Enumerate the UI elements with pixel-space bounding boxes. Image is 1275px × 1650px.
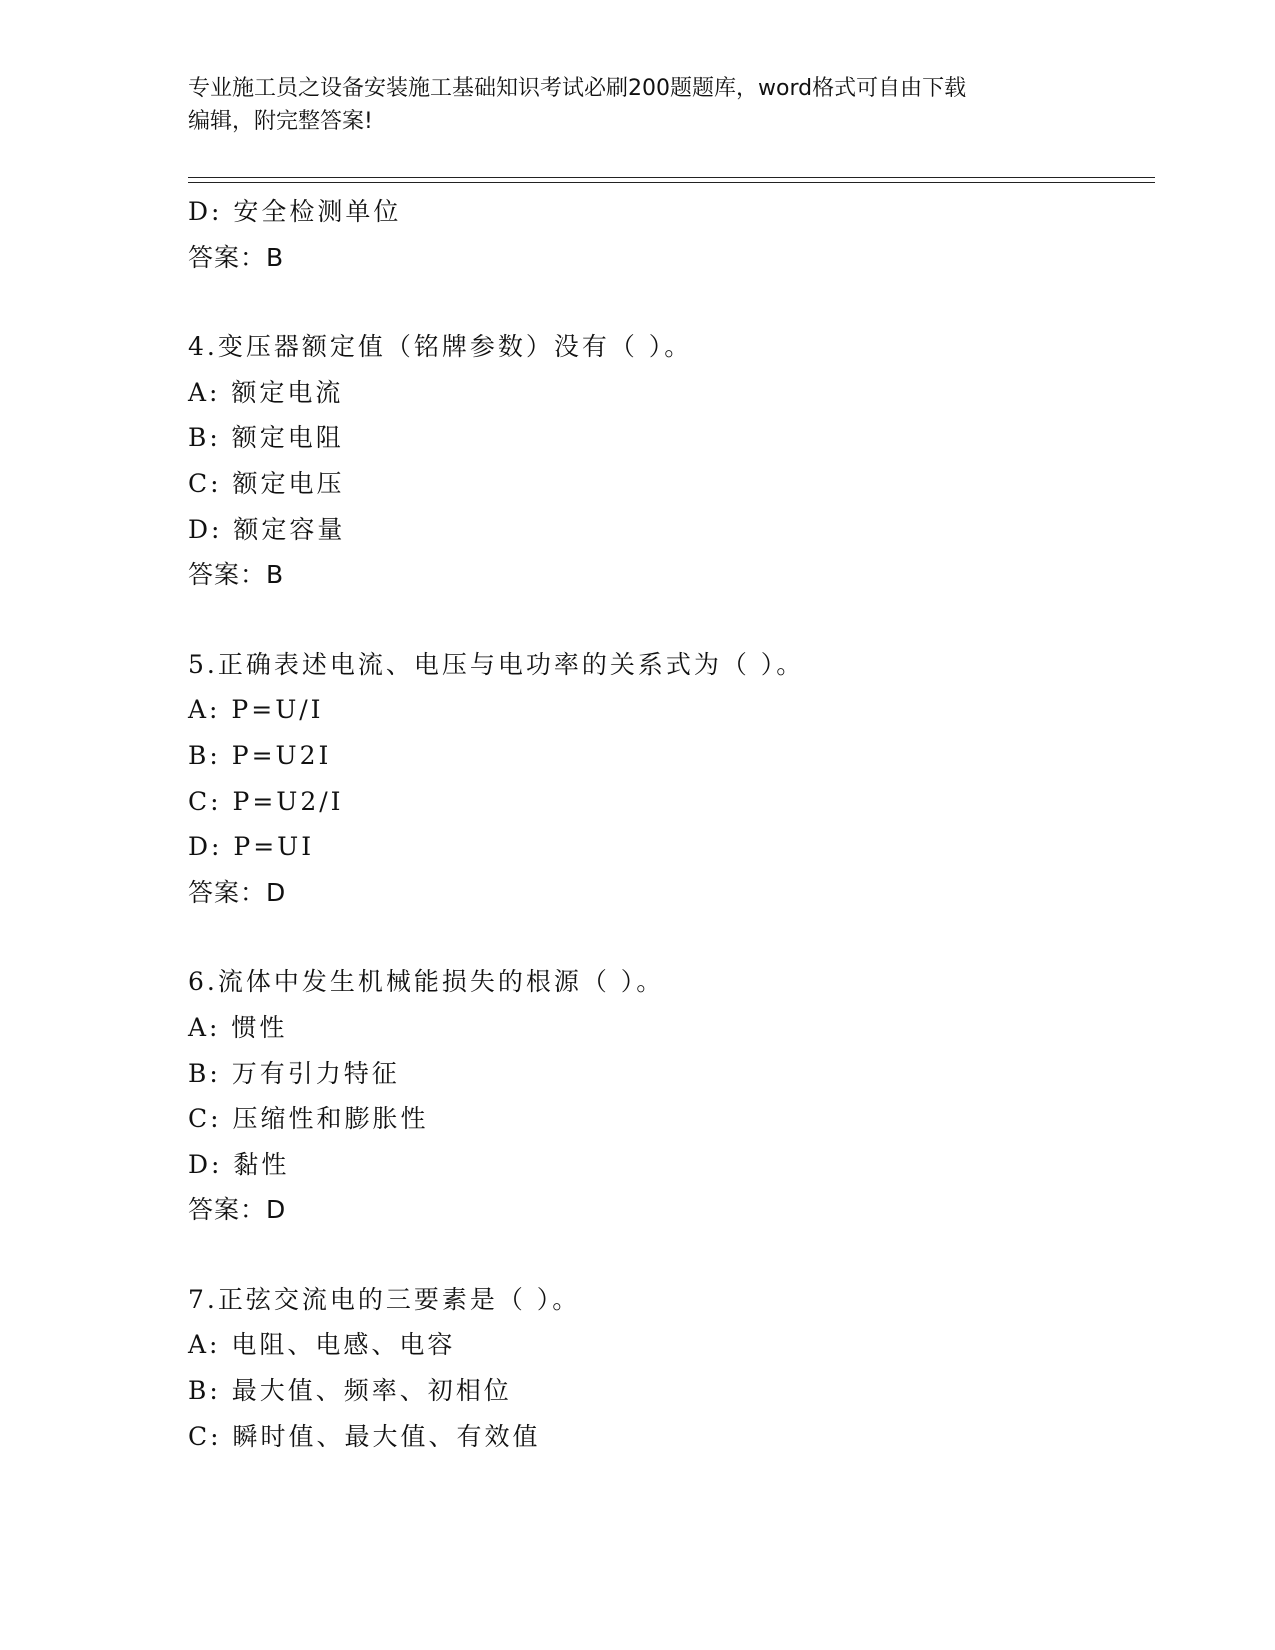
spacer (188, 1233, 1148, 1277)
question-6 (188, 959, 1148, 1233)
question-title: 7.正弦交流电的三要素是（ ）。 (188, 1284, 581, 1314)
answer: 答案：D (188, 877, 287, 907)
question-list (188, 189, 1148, 1459)
option-a: A: 电阻、电感、电容 (188, 1330, 456, 1360)
prev-option-d: D: 安全检测单位 (188, 197, 402, 226)
spacer (188, 598, 1148, 642)
option-d: D: P=UI (188, 832, 315, 862)
option-a: A: 惯性 (188, 1012, 288, 1042)
question-title: 5.正确表述电流、电压与电功率的关系式为（ ）。 (188, 649, 805, 679)
option-c: C: 压缩性和膨胀性 (188, 1104, 429, 1134)
answer: 答案：D (188, 1195, 287, 1225)
option-d: D: 额定容量 (188, 514, 346, 544)
question-title: 6.流体中发生机械能损失的根源（ ）。 (188, 967, 665, 997)
question-title: 4.变压器额定值（铭牌参数）没有（ ）。 (188, 332, 693, 362)
spacer (188, 915, 1148, 959)
question-5 (188, 642, 1148, 916)
header-line-2: 编辑，附完整答案! (188, 109, 373, 134)
option-a: A: P=U/I (188, 695, 324, 725)
option-c: C: P=U2/I (188, 786, 344, 816)
header-rule-top (188, 177, 1155, 178)
document-header (188, 72, 1088, 138)
option-b: B: 万有引力特征 (188, 1058, 400, 1088)
header-rule-bottom (188, 182, 1155, 183)
option-a: A: 额定电流 (188, 377, 344, 407)
spacer (188, 280, 1148, 324)
question-4 (188, 324, 1148, 598)
question-7 (188, 1277, 1148, 1459)
prev-answer: 答案：B (188, 242, 285, 272)
option-b: B: P=U2I (188, 740, 332, 770)
option-c: C: 额定电压 (188, 468, 345, 498)
answer: 答案：B (188, 560, 285, 590)
option-b: B: 额定电阻 (188, 423, 344, 453)
option-b: B: 最大值、频率、初相位 (188, 1376, 512, 1406)
header-line-1: 专业施工员之设备安装施工基础知识考试必刷200题题库，word格式可自由下载 (188, 76, 967, 101)
option-d: D: 黏性 (188, 1149, 290, 1179)
option-c: C: 瞬时值、最大值、有效值 (188, 1421, 541, 1451)
